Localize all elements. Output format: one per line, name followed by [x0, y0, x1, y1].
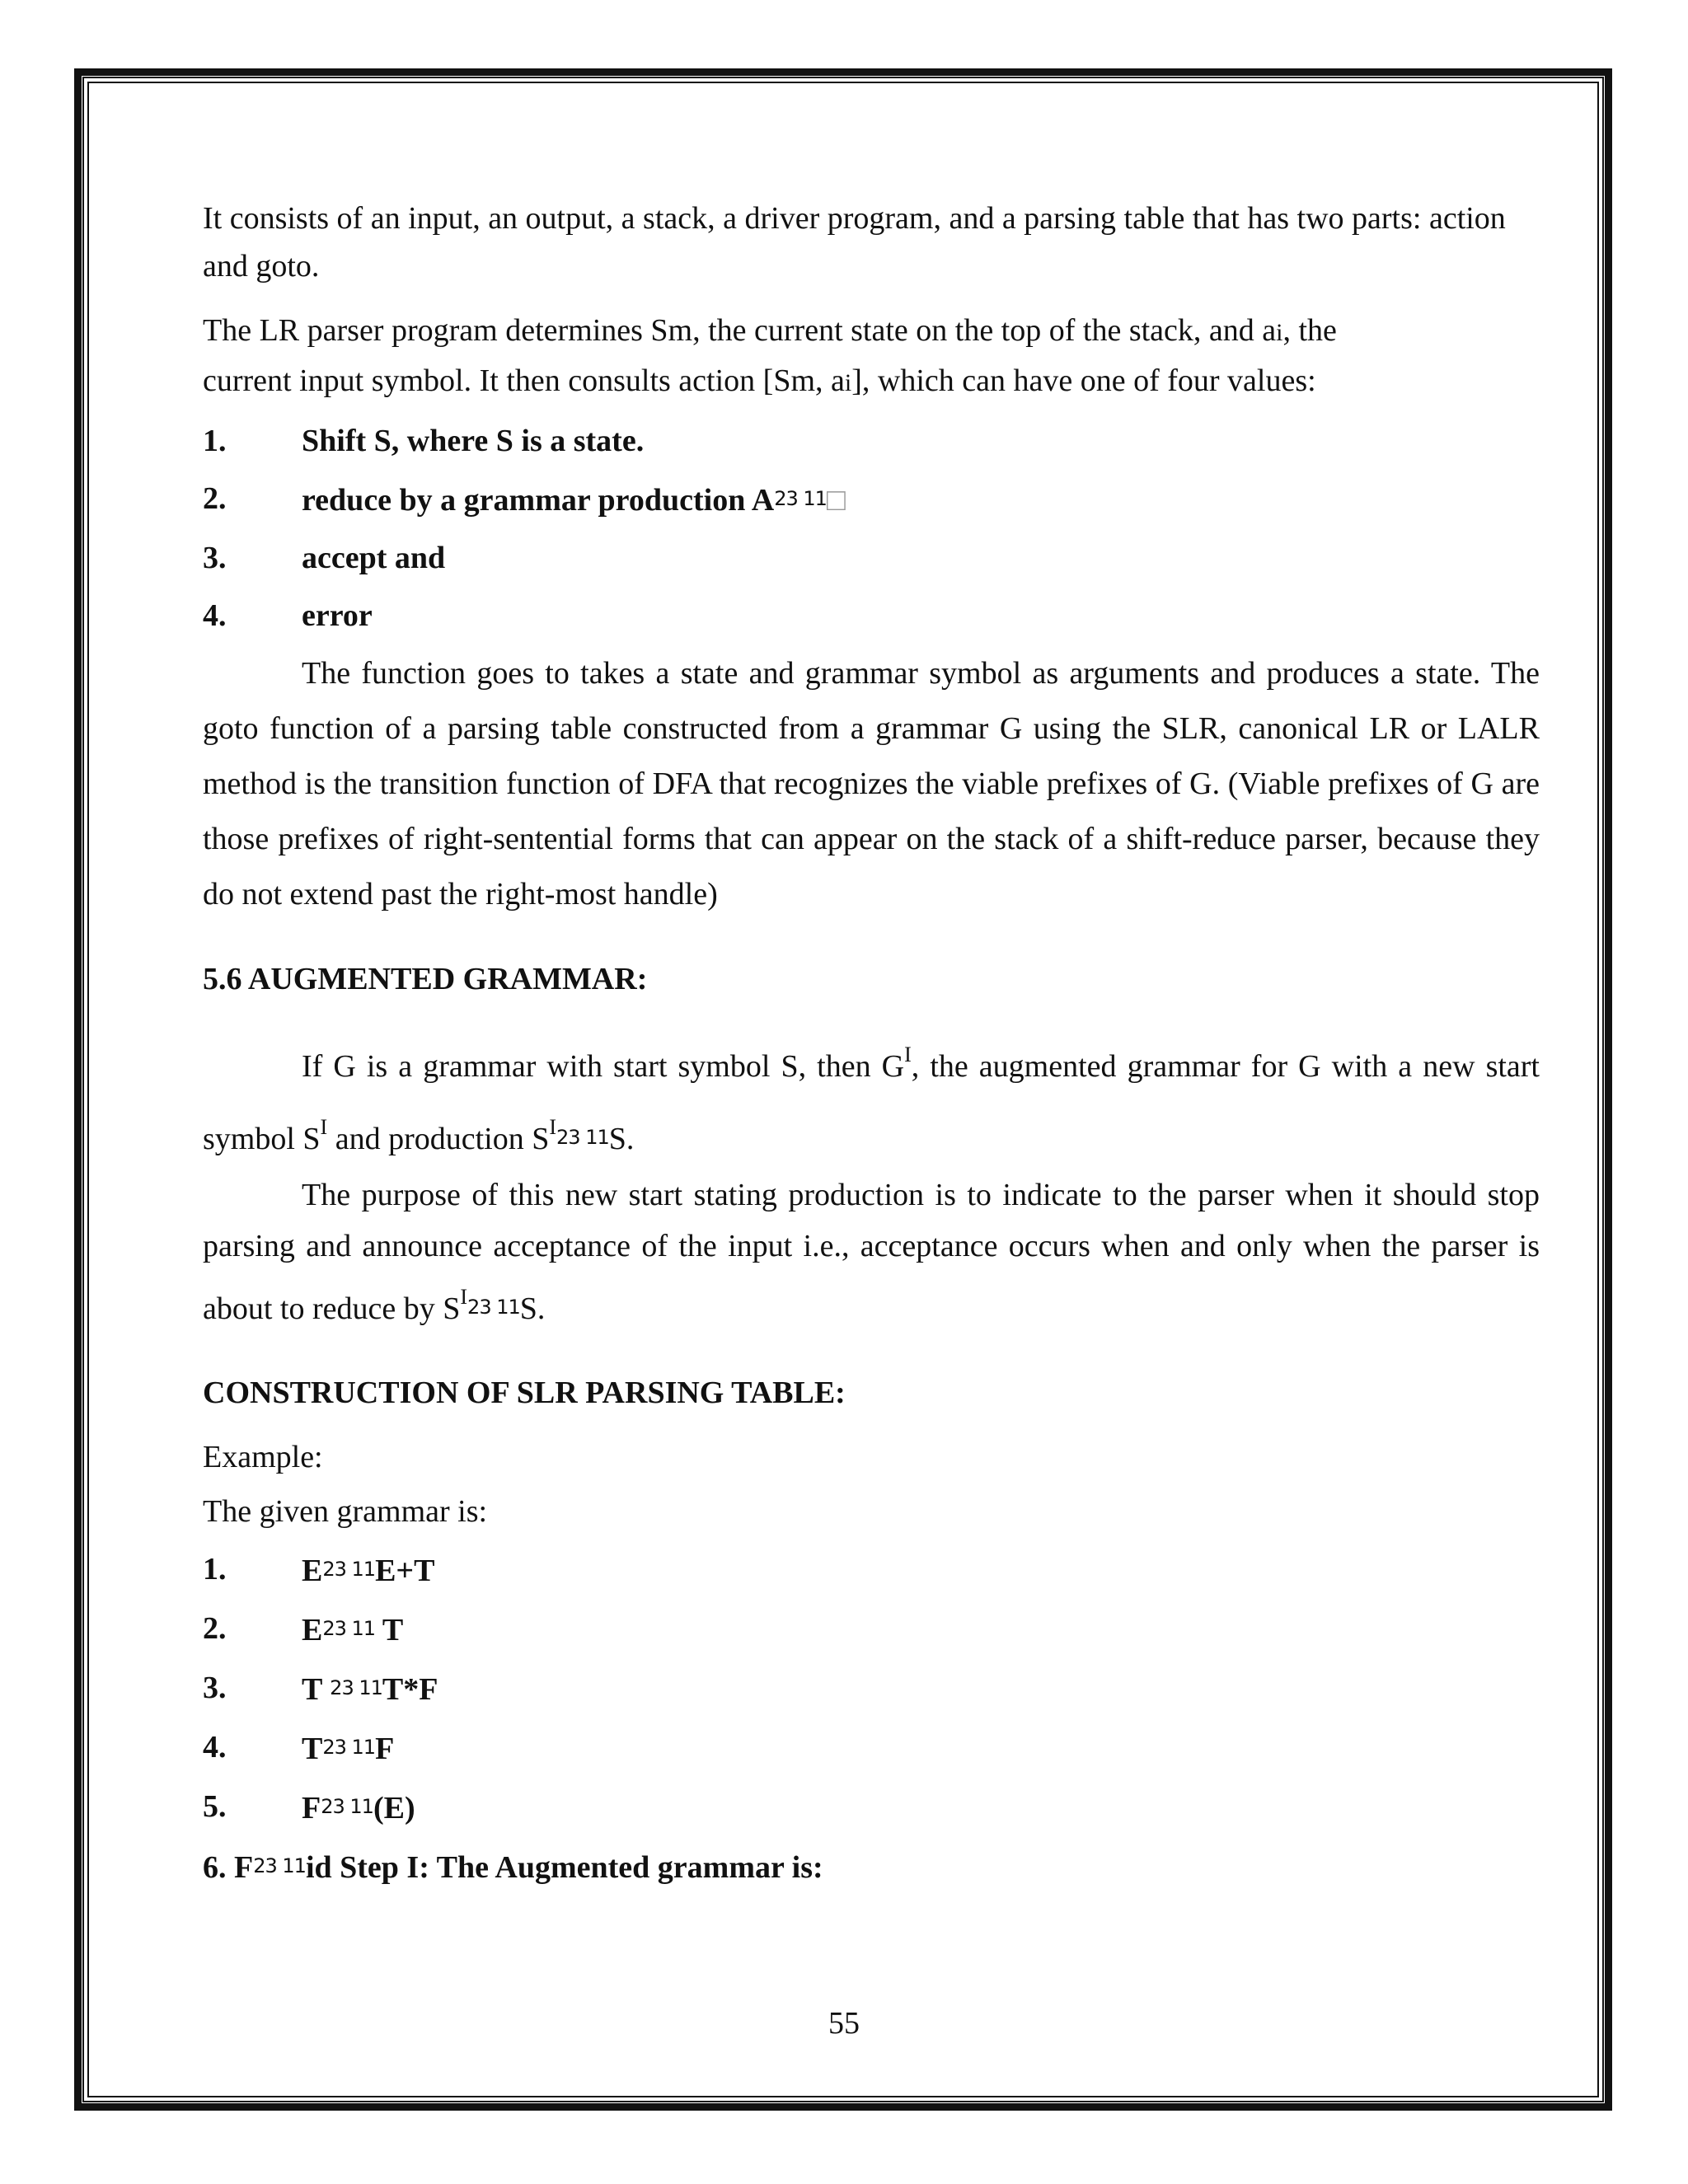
- grammar-production: 5. F23 11(E): [203, 1789, 415, 1825]
- arrow-glyph: 23 11: [322, 1617, 376, 1640]
- list-item: 2. reduce by a grammar production A23 11□: [203, 481, 846, 518]
- grammar-production: 3. T 23 11T*F: [203, 1671, 438, 1707]
- arrow-glyph: 23 11: [467, 1296, 520, 1319]
- arrow-glyph: 23 11: [774, 487, 827, 510]
- arrow-glyph: 23 11: [322, 1558, 376, 1581]
- grammar-list: [203, 1545, 1540, 1891]
- goto-paragraph: The function goes to takes a state and grammar symbol as arguments and produces a state. The goto function of a parsing table constructed from a grammar G using the SLR, canonical LR or LALR method is the transition function of DFA that recognizes the viable prefixes of G. (Viable prefixes of G are those prefixes of right-sentential forms that can appear on the stack of a shift-reduce parser, because they do not extend past the right-most handle): [203, 656, 1540, 912]
- grammar-production: 2. E23 11 T: [203, 1611, 404, 1647]
- grammar-production: 4. T23 11F: [203, 1730, 395, 1766]
- given-grammar-label: The given grammar is:: [203, 1494, 488, 1529]
- list-item: 3. accept and: [203, 541, 446, 575]
- section-heading-augmented-grammar: 5.6 AUGMENTED GRAMMAR:: [203, 962, 648, 996]
- arrow-glyph: 23 11: [253, 1854, 306, 1877]
- missing-glyph-box: □: [826, 483, 846, 518]
- grammar-production-augmented-step: 6. F23 11id Step I: The Augmented grammar is:: [203, 1850, 823, 1885]
- example-label: Example:: [203, 1440, 323, 1474]
- grammar-production: 1. E23 11E+T: [203, 1552, 435, 1588]
- list-item: 4. error: [203, 598, 373, 633]
- page-number: 55: [828, 2006, 860, 2041]
- list-item: 1. Shift S, where S is a state.: [203, 424, 645, 458]
- section-heading-slr-table: CONSTRUCTION OF SLR PARSING TABLE:: [203, 1376, 846, 1410]
- lr-parser-paragraph: The LR parser program determines Sm, the current state on the top of the stack, and ai, the current input symbol. It then consults action [Sm, ai], which can have one of four values:: [203, 313, 1337, 398]
- purpose-paragraph: The purpose of this new start stating production is to indicate to the parser when it should stop parsing and announce acceptance of the input i.e., acceptance occurs when and only when the parser is about to reduce by $S^I23$ 11S.: [203, 1178, 1540, 1326]
- arrow-glyph: 23 11: [330, 1676, 382, 1699]
- action-values-list: [203, 417, 1540, 640]
- page-content: [203, 194, 1540, 1891]
- arrow-glyph: 23 11: [322, 1736, 376, 1759]
- arrow-glyph: 23 11: [321, 1795, 373, 1818]
- arrow-glyph: 23 11: [556, 1126, 609, 1149]
- augmented-grammar-paragraph: If G is a grammar with start symbol S, then $G^I$, the augmented grammar for G with a new start symbol $S^I$ and production $S^I23$ 11S.: [203, 1043, 1540, 1156]
- intro-paragraph: It consists of an input, an output, a stack, a driver program, and a parsing table that has two parts: action and goto.: [203, 201, 1506, 284]
